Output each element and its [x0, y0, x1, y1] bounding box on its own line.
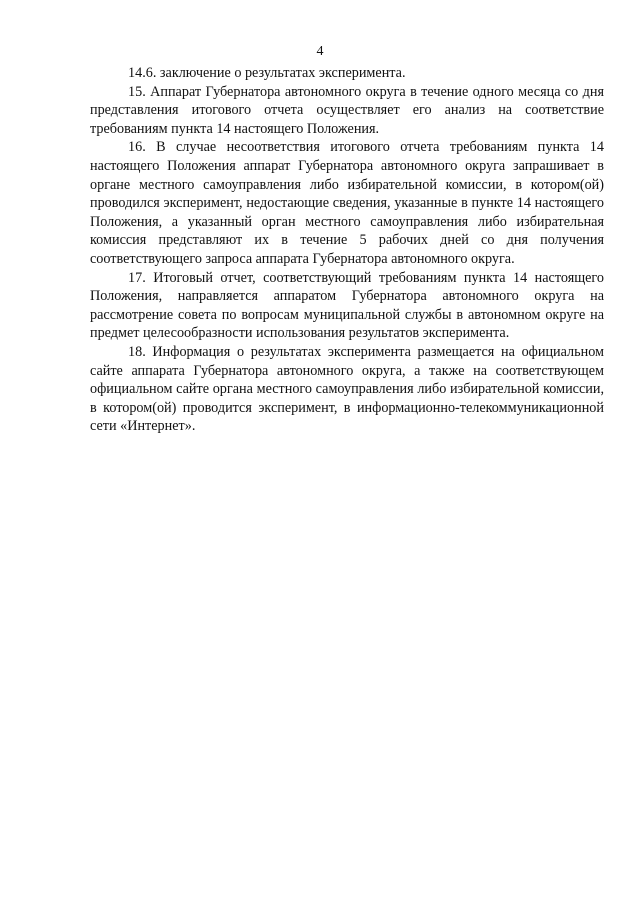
paragraph-15: 15. Аппарат Губернатора автономного округа в течение одного месяца со дня представления итогового отчета осуществляет его анализ на соответствие требованиям пункта 14 настоящего Положения.	[90, 83, 604, 137]
paragraph-14-6: 14.6. заключение о результатах эксперимента.	[128, 65, 406, 81]
paragraph-17: 17. Итоговый отчет, соответствующий требованиям пункта 14 настоящего Положения, направляется аппаратом Губернатора автономного округа на рассмотрение совета по вопросам муниципальной службы в автономном округе на предмет целесообразности использования результатов эксперимента.	[90, 269, 604, 342]
paragraph-18: 18. Информация о результатах эксперимента размещается на официальном сайте аппарата Губернатора автономного округа, а также на соответствующем официальном сайте органа местного самоуправления либо избирательной комиссии, в котором(ой) проводится эксперимент, в информационно-телекоммуникационной сети «Интернет».	[90, 343, 604, 435]
paragraph-16: 16. В случае несоответствия итогового отчета требованиям пункта 14 настоящего Положения аппарат Губернатора автономного округа запрашивает в органе местного самоуправления либо избирательной комиссии, в котором(ой) проводился эксперимент, недостающие сведения, указанные в пункте 14 настоящего Положения, а указанный орган местного самоуправления либо избирательная комиссия представляют их в течение 5 рабочих дней со дня получения соответствующего запроса аппарата Губернатора автономного округа.	[90, 139, 604, 267]
page-number: 4	[316, 44, 324, 59]
document-body	[90, 64, 604, 436]
